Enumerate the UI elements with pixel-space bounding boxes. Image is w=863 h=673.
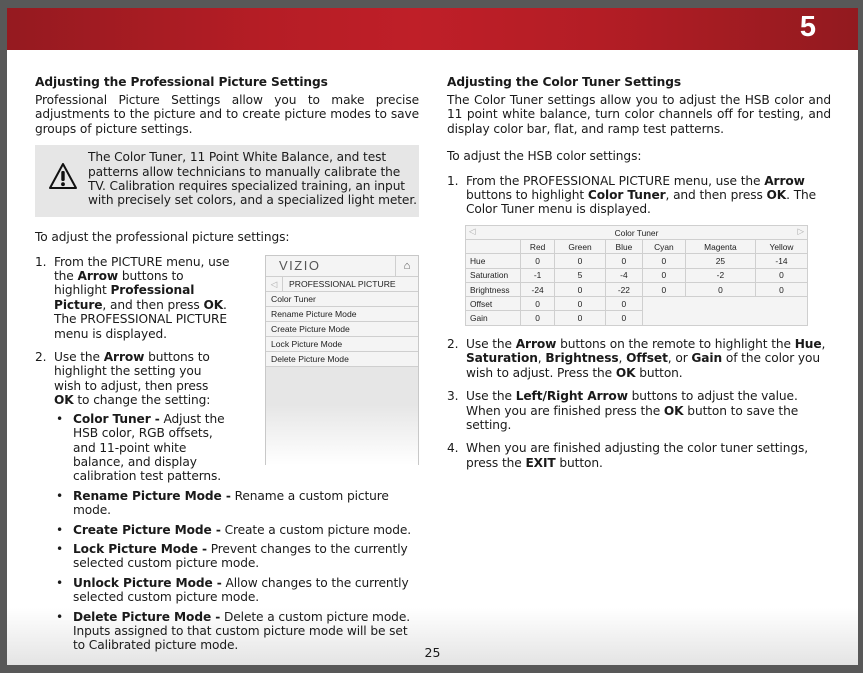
color-tuner-row-hue: Hue 0 0 0 0 25 -14	[466, 254, 808, 268]
option-lock-picture-mode: • Lock Picture Mode - Prevent changes to the currently selected custom picture mode.	[56, 541, 408, 571]
color-tuner-title: Color Tuner	[614, 227, 659, 238]
tv-menu-illustration	[265, 255, 419, 465]
ct-step-2: 2. Use the Arrow buttons on the remote to highlight the Hue, Saturation, Brightness, Offset, or Gain of the color you wish to adjust. Press the OK button.	[447, 337, 826, 380]
left-arrow-icon: ◁	[469, 226, 476, 236]
tv-menu-item-create-picture-mode: Create Picture Mode	[266, 322, 418, 337]
tv-menu-title: PROFESSIONAL PICTURE	[289, 279, 396, 289]
color-tuner-steps	[447, 174, 831, 217]
tv-menu-item-delete-picture-mode: Delete Picture Mode	[266, 352, 418, 367]
section-heading-professional-picture: Adjusting the Professional Picture Settings	[35, 75, 328, 89]
color-tuner-header-row: Red Green Blue Cyan Magenta Yellow	[466, 240, 808, 254]
ct-step-3: 3. Use the Left/Right Arrow buttons to adjust the value. When you are finished press the OK button to save the setting.	[447, 389, 799, 433]
chapter-header-bar	[7, 8, 858, 50]
option-color-tuner: • Color Tuner - Adjust the HSB color, RGB offsets, and 11-point white balance, and display calibration test patterns.	[56, 411, 225, 484]
option-create-picture-mode: • Create Picture Mode - Create a custom picture mode.	[56, 522, 412, 537]
chapter-number: 5	[799, 11, 816, 43]
tv-menu-header	[266, 255, 418, 277]
professional-picture-lead: To adjust the professional picture settings:	[35, 230, 290, 245]
page-number: 25	[424, 645, 441, 660]
tv-menu-item-lock-picture-mode: Lock Picture Mode	[266, 337, 418, 352]
back-arrow-icon: ◁	[266, 277, 283, 291]
color-tuner-table	[465, 225, 808, 326]
ct-step-4: 4. When you are finished adjusting the color tuner settings, press the EXIT button.	[447, 441, 809, 470]
option-rename-picture-mode: • Rename Picture Mode - Rename a custom picture mode.	[56, 488, 389, 518]
manual-page	[7, 8, 858, 665]
color-tuner-row-brightness: Brightness -24 0 -22 0 0 0	[466, 282, 808, 296]
color-tuner-row-offset: Offset 0 0 0	[466, 297, 808, 311]
ct-step-1: 1. From the PROFESSIONAL PICTURE menu, use the Arrow buttons to highlight Color Tuner, and then press OK. The Color Tuner menu is displayed.	[447, 173, 817, 217]
option-unlock-picture-mode: • Unlock Picture Mode - Allow changes to the currently selected custom picture mode.	[56, 575, 409, 605]
right-arrow-icon: ▷	[797, 226, 804, 236]
section-heading-color-tuner: Adjusting the Color Tuner Settings	[447, 75, 682, 89]
tv-menu-title-row	[266, 277, 418, 292]
tv-menu-item-rename-picture-mode: Rename Picture Mode	[266, 307, 418, 322]
tv-menu-item-color-tuner: Color Tuner	[266, 292, 418, 307]
vizio-logo: VIZIO	[279, 258, 321, 273]
professional-picture-intro: Professional Picture Settings allow you to make precise adjustments to the picture and to create picture modes to save groups of picture settings.	[35, 93, 419, 136]
warning-triangle-icon	[48, 162, 78, 190]
color-tuner-intro: The Color Tuner settings allow you to adjust the HSB color and 11 point white balance, turn color channels off for testing, and display color bar, flat, and ramp test patterns.	[447, 93, 831, 136]
step-1: 1. From the PICTURE menu, use the Arrow buttons to highlight Professional Picture, and then press OK. The PROFESSIONAL PICTURE menu is displayed.	[35, 254, 230, 341]
step-2: 2. Use the Arrow buttons to highlight the setting you wish to adjust, then press OK to change the setting: • Color Tuner - Adjust the HSB color, RGB offsets, and 11-point white balance, and display calibration test patterns. • Rename Picture Mode - Rename a custom picture mode. • Create Picture Mode - Create a custom picture mode. • Lock Picture Mode - Prevent changes to the currently selected custom picture mode. • Unlock Picture Mode - Allow changes to the currently selected custom picture mode. • Delete Picture Mode - Delete a custom picture mode. Inputs assigned to that custom picture mode will be set to Calibrated picture mode.	[35, 350, 419, 653]
warning-note-text: The Color Tuner, 11 Point White Balance, and test patterns allow technicians to manually calibrate the TV. Calibration requires specialized training, an input with precisely set colors, and a specialized light meter.	[88, 150, 417, 208]
warning-note	[35, 145, 419, 217]
option-delete-picture-mode: • Delete Picture Mode - Delete a custom picture mode. Inputs assigned to that custom picture mode will be set to Calibrated picture mode.	[56, 609, 410, 653]
home-icon: ⌂	[395, 256, 418, 276]
color-tuner-row-saturation: Saturation -1 5 -4 0 -2 0	[466, 268, 808, 282]
color-tuner-steps-continued	[447, 337, 831, 479]
color-tuner-title-cell	[466, 226, 808, 240]
color-tuner-lead: To adjust the HSB color settings:	[447, 149, 642, 164]
color-tuner-row-gain: Gain 0 0 0	[466, 311, 808, 325]
